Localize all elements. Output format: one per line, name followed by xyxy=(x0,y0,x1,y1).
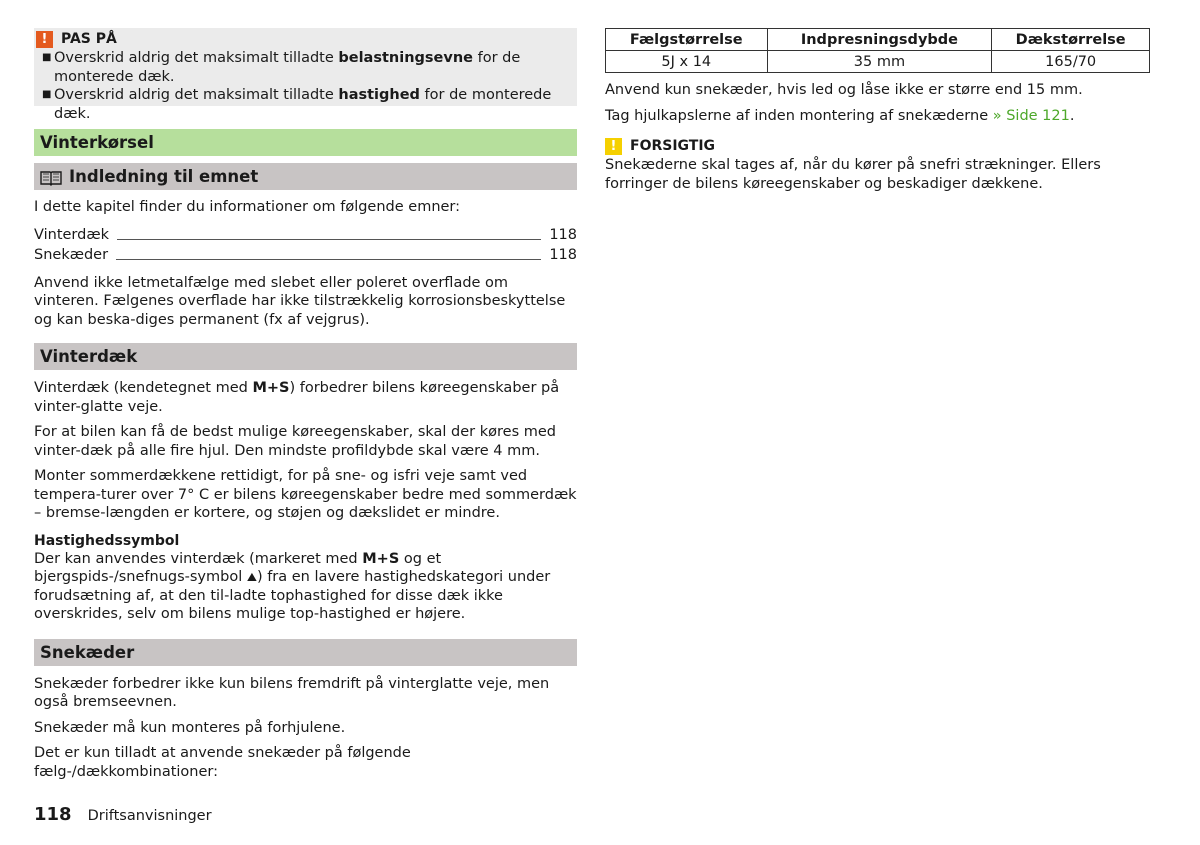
toc-page: 118 xyxy=(549,246,577,263)
mountain-snowflake-icon: ⛰ xyxy=(246,570,257,584)
right-column xyxy=(605,28,1150,193)
chapter-name: Driftsanvisninger xyxy=(87,808,212,824)
winter-tyres-p1: Vinterdæk (kendetegnet med M+S) forbedrer bilens køreegenskaber på vinter-glatte veje. xyxy=(34,380,560,415)
hubcap-note: Tag hjulkapslerne af inden montering af snekæderne » Side 121. xyxy=(605,107,1075,124)
notice-text: Overskrid aldrig det maksimalt tilladte xyxy=(54,50,339,66)
notice-text: for de monterede dæk. xyxy=(54,50,521,85)
notice-bold: belastningsevne xyxy=(338,50,473,66)
bullet-square-icon: ■ xyxy=(42,89,52,100)
notice-text: Overskrid aldrig det maksimalt tilladte xyxy=(54,87,339,103)
page-link[interactable]: » Side 121 xyxy=(992,107,1070,124)
caution-title: FORSIGTIG xyxy=(630,138,716,154)
table-cell: 165/70 xyxy=(992,51,1150,73)
toc-label: Vinterdæk xyxy=(34,226,109,243)
chains-p3: Det er kun tilladt at anvende snekæder på følgende fælg-/dækkombinationer: xyxy=(34,745,411,780)
intro-paragraph: Anvend ikke letmetalfælge med slebet eller poleret overflade om vinteren. Fælgenes overflade har ikke tilstrækkelig korrosionsbeskyttelse og kan beska-diges permanent (fx af vejgrus). xyxy=(34,274,566,328)
exclamation-icon: ! xyxy=(36,31,53,48)
rim-tyre-table xyxy=(605,28,1150,73)
winter-tyres-p3: Monter sommerdækkene rettidigt, for på sne- og isfri veje samt ved tempera-turer over 7° C er bilens køreegenskaber bedre med sommerdæk – bremse-længden er kortere, og støjen og dækslidet er mindre. xyxy=(34,468,577,521)
winter-tyres-heading: Vinterdæk xyxy=(34,343,577,370)
toc-row[interactable] xyxy=(34,245,577,265)
notice-title: PAS PÅ xyxy=(61,31,117,47)
table-cell: 35 mm xyxy=(767,51,992,73)
table-cell: 5J x 14 xyxy=(606,51,768,73)
chains-size-note: Anvend kun snekæder, hvis led og låse ikke er større end 15 mm. xyxy=(605,82,1083,98)
intro-heading xyxy=(34,163,577,190)
table-row xyxy=(606,51,1150,73)
notice-bullet xyxy=(42,86,569,123)
notice-text: for de monterede dæk. xyxy=(54,87,552,122)
caution-text: Snekæderne skal tages af, når du kører på snefri strækninger. Ellers forringer de bilens køreegenskaber og beskadiger dækkene. xyxy=(605,157,1101,192)
chains-p2: Snekæder må kun monteres på forhjulene. xyxy=(34,719,346,736)
intro-lead: I dette kapitel finder du informationer om følgende emner: xyxy=(34,199,461,215)
toc-list xyxy=(34,225,577,265)
toc-page: 118 xyxy=(549,226,577,243)
notice-header xyxy=(36,29,569,49)
notice-bullet xyxy=(42,49,569,86)
bullet-square-icon: ■ xyxy=(42,52,52,63)
caution-icon: ! xyxy=(605,138,622,155)
chains-p1: Snekæder forbedrer ikke kun bilens fremdrift på vinterglatte veje, men også bremseevnen. xyxy=(34,675,550,710)
toc-row[interactable] xyxy=(34,225,577,245)
chains-heading: Snekæder xyxy=(34,639,577,666)
table-header: Indpresningsdybde xyxy=(767,29,992,51)
notice-box xyxy=(34,28,577,122)
toc-leader xyxy=(117,239,541,240)
caution-header xyxy=(605,136,1150,156)
table-header: Dækstørrelse xyxy=(992,29,1150,51)
book-icon xyxy=(40,170,60,184)
page-footer xyxy=(34,804,212,825)
toc-leader xyxy=(116,259,541,260)
intro-heading-label: Indledning til emnet xyxy=(69,167,259,186)
table-header-row xyxy=(606,29,1150,51)
section-title: Vinterkørsel xyxy=(34,129,577,156)
winter-tyres-p2: For at bilen kan få de bedst mulige køreegenskaber, skal der køres med vinter-dæk på alle fire hjul. Den mindste profildybde skal være 4 mm. xyxy=(34,424,556,459)
winter-tyres-p4: Der kan anvendes vinterdæk (markeret med M+S og et bjergspids-/snefnugs-symbol ⛰) fra en lavere hastighedskategori under forudsætning af, at den til-ladte tophastighed for disse dæk ikke overskrides, selv om bilens mulige top-hastighed er højere. xyxy=(34,550,551,622)
toc-label: Snekæder xyxy=(34,246,109,263)
table-header: Fælgstørrelse xyxy=(606,29,768,51)
notice-bold: hastighed xyxy=(338,87,420,103)
speed-symbol-heading: Hastighedssymbol xyxy=(34,532,180,549)
left-column xyxy=(34,28,577,781)
page-number: 118 xyxy=(34,804,72,825)
